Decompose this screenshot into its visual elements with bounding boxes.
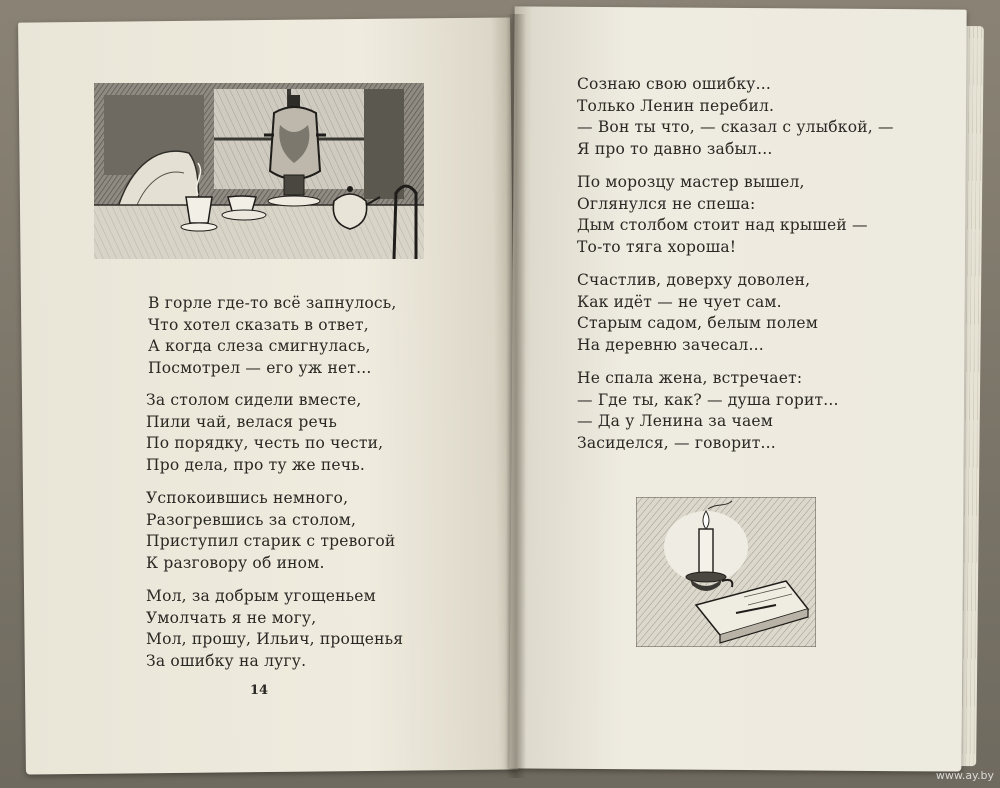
right-stanza-3 [577, 270, 818, 356]
poem-line: Только Ленин перебил. [577, 96, 775, 115]
book-gutter [506, 14, 526, 778]
watermark-text: www.ay.by [935, 769, 994, 782]
poem-line: К разговору об ином. [146, 553, 325, 572]
poem-line: Счастлив, доверху доволен, [577, 271, 811, 289]
poem-line: Я про то давно забыл... [577, 139, 773, 158]
poem-line: — Где ты, как? — душа горит... [577, 390, 839, 409]
left-stanza-1 [148, 293, 397, 379]
poem-line: Дым столбом стоит над крышей — [577, 216, 868, 234]
poem-line: Разогревшись за столом, [146, 510, 357, 529]
poem-line: Мол, прошу, Ильич, прощенья [146, 630, 404, 648]
left-stanza-4 [146, 586, 403, 672]
poem-line: По порядку, честь по чести, [146, 434, 384, 452]
poem-line: — Вон ты что, — сказал с улыбкой, — [577, 118, 894, 136]
poem-line: Пили чай, велася речь [146, 412, 337, 431]
right-stanza-2 [577, 172, 868, 258]
poem-line: Мол, за добрым угощеньем [146, 587, 376, 605]
poem-line: Старым садом, белым полем [577, 314, 819, 332]
poem-line: Про дела, про ту же печь. [146, 455, 365, 474]
poem-line: Оглянулся не спеша: [577, 194, 756, 213]
poem-line: Засиделся, — говорит... [577, 433, 776, 452]
poem-line: Посмотрел — его уж нет... [148, 358, 372, 377]
poem-line: — Да у Ленина за чаем [577, 412, 774, 430]
poem-line: За столом сидели вместе, [146, 391, 362, 409]
page-number: 14 [250, 683, 269, 698]
left-stanza-3 [146, 488, 395, 574]
poem-line: Приступил старик с тревогой [146, 532, 396, 550]
right-stanza-1 [577, 74, 894, 160]
poem-line: Успокоившись немного, [146, 489, 349, 507]
candle-illustration [636, 497, 816, 647]
poem-line: За ошибку на лугу. [146, 651, 307, 670]
left-stanza-2 [146, 390, 383, 476]
poem-line: Умолчать я не могу, [146, 608, 317, 627]
poem-line: По морозцу мастер вышел, [577, 173, 805, 191]
poem-line: На деревню зачесал... [577, 335, 764, 354]
poem-line: А когда слеза смигнулась, [148, 337, 371, 355]
poem-line: В горле где-то всё запнулось, [148, 294, 397, 312]
poem-line: Не спала жена, встречает: [577, 369, 803, 387]
poem-line: Что хотел сказать в ответ, [148, 315, 369, 334]
right-stanza-4 [577, 368, 839, 454]
poem-line: Сознаю свою ошибку... [577, 75, 771, 93]
samovar-illustration [94, 83, 424, 259]
poem-line: Как идёт — не чует сам. [577, 292, 782, 311]
poem-line: То-то тяга хороша! [577, 237, 737, 256]
